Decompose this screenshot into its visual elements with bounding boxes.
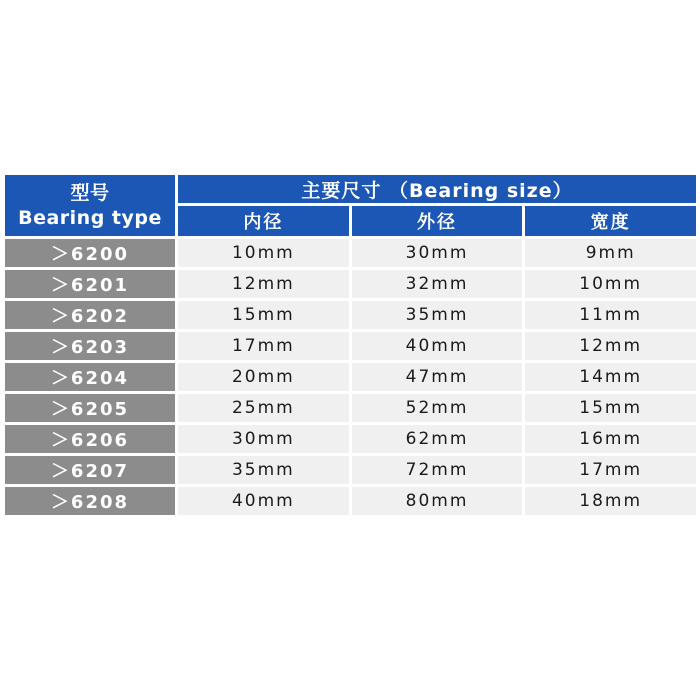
header-size-title: 主要尺寸 （Bearing size） (178, 175, 696, 203)
outer-diameter-cell: 32mm (352, 270, 523, 298)
table-row (5, 270, 696, 298)
width-cell: 10mm (525, 270, 696, 298)
width-cell: 11mm (525, 301, 696, 329)
outer-diameter-cell: 72mm (352, 456, 523, 484)
outer-diameter-cell: 40mm (352, 332, 523, 360)
header-bearing-type (5, 175, 175, 236)
table-body (5, 239, 696, 515)
inner-diameter-cell: 10mm (178, 239, 349, 267)
header-size-columns (178, 206, 696, 236)
header-width: 宽度 (525, 206, 696, 236)
inner-diameter-cell: 20mm (178, 363, 349, 391)
outer-diameter-cell: 52mm (352, 394, 523, 422)
outer-diameter-cell: 47mm (352, 363, 523, 391)
header-outer-diameter: 外径 (352, 206, 523, 236)
header-size-group (178, 175, 696, 236)
table-row (5, 363, 696, 391)
width-cell: 15mm (525, 394, 696, 422)
header-inner-diameter: 内径 (178, 206, 349, 236)
bearing-type-cell: ＞6205 (5, 394, 175, 422)
table-header (5, 175, 696, 236)
inner-diameter-cell: 30mm (178, 425, 349, 453)
bearing-type-cell: ＞6200 (5, 239, 175, 267)
table-row (5, 394, 696, 422)
table-row (5, 456, 696, 484)
width-cell: 16mm (525, 425, 696, 453)
inner-diameter-cell: 15mm (178, 301, 349, 329)
inner-diameter-cell: 40mm (178, 487, 349, 515)
width-cell: 18mm (525, 487, 696, 515)
bearing-type-cell: ＞6203 (5, 332, 175, 360)
width-cell: 14mm (525, 363, 696, 391)
table-row (5, 239, 696, 267)
inner-diameter-cell: 12mm (178, 270, 349, 298)
header-type-cn: 型号 (70, 181, 110, 204)
bearing-type-cell: ＞6206 (5, 425, 175, 453)
outer-diameter-cell: 35mm (352, 301, 523, 329)
width-cell: 17mm (525, 456, 696, 484)
outer-diameter-cell: 62mm (352, 425, 523, 453)
bearing-type-cell: ＞6207 (5, 456, 175, 484)
outer-diameter-cell: 80mm (352, 487, 523, 515)
table-row (5, 487, 696, 515)
width-cell: 12mm (525, 332, 696, 360)
table-row (5, 425, 696, 453)
inner-diameter-cell: 35mm (178, 456, 349, 484)
bearing-size-table (5, 175, 696, 515)
outer-diameter-cell: 30mm (352, 239, 523, 267)
bearing-type-cell: ＞6202 (5, 301, 175, 329)
table-row (5, 332, 696, 360)
header-type-en: Bearing type (18, 206, 162, 229)
width-cell: 9mm (525, 239, 696, 267)
bearing-type-cell: ＞6208 (5, 487, 175, 515)
table-row (5, 301, 696, 329)
bearing-type-cell: ＞6204 (5, 363, 175, 391)
inner-diameter-cell: 17mm (178, 332, 349, 360)
inner-diameter-cell: 25mm (178, 394, 349, 422)
bearing-type-cell: ＞6201 (5, 270, 175, 298)
